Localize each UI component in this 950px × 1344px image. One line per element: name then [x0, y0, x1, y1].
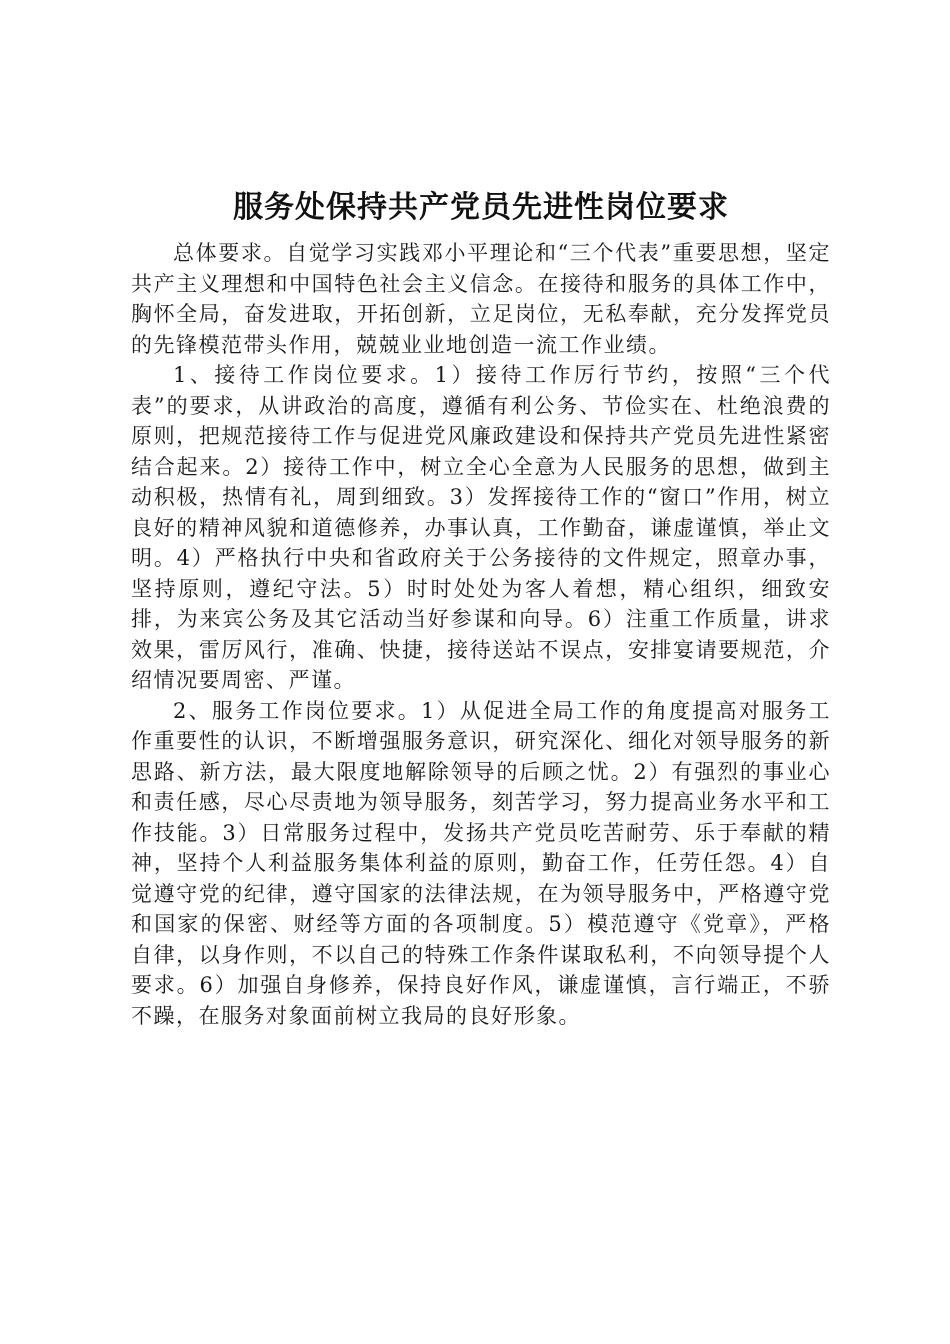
document-title: 服务处保持共产党员先进性岗位要求: [233, 190, 729, 225]
paragraph-reception-requirements: 1、接待工作岗位要求。1）接待工作厉行节约，按照“三个代表”的要求，从讲政治的高度，遵循有利公务、节俭实在、杜绝浪费的原则，把规范接待工作与促进党风廉政建设和保持共产党员先进性紧密结合起来。2）接待工作中，树立全心全意为人民服务的思想，做到主动积极，热情有礼，周到细致。3）发挥接待工作的“窗口”作用，树立良好的精神风貌和道德修养，办事认真，工作勤奋，谦虚谨慎，举止文明。4）严格执行中央和省政府关于公务接待的文件规定，照章办事，坚持原则，遵纪守法。5）时时处处为客人着想，精心组织，细致安排，为来宾公务及其它活动当好参谋和向导。6）注重工作质量，讲求效果，雷厉风行，准确、快捷，接待送站不误点，安排宴请要规范，介绍情况要周密、严谨。: [131, 363, 831, 692]
paragraph-service-requirements: 2、服务工作岗位要求。1）从促进全局工作的角度提高对服务工作重要性的认识，不断增强服务意识，研究深化、细化对领导服务的新思路、新方法，最大限度地解除领导的后顾之忧。2）有强烈的事业心和责任感，尽心尽责地为领导服务，刻苦学习，努力提高业务水平和工作技能。3）日常服务过程中，发扬共产党员吃苦耐劳、乐于奉献的精神，坚持个人利益服务集体利益的原则，勤奋工作，任劳任怨。4）自觉遵守党的纪律，遵守国家的法律法规，在为领导服务中，严格遵守党和国家的保密、财经等方面的各项制度。5）模范遵守《党章》，严格自律，以身作则，不以自己的特殊工作条件谋取私利，不向领导提个人要求。6）加强自身修养，保持良好作风，谦虚谨慎，言行端正，不骄不躁，在服务对象面前树立我局的良好形象。: [131, 698, 831, 1028]
paragraph-general-requirements: 总体要求。自觉学习实践邓小平理论和“三个代表”重要思想，坚定共产主义理想和中国特色社会主义信念。在接待和服务的具体工作中，胸怀全局，奋发进取，开拓创新，立足岗位，无私奉献，充分发挥党员的先锋模范带头作用，兢兢业业地创造一流工作业绩。: [131, 241, 831, 357]
document-page: [131, 185, 831, 1031]
